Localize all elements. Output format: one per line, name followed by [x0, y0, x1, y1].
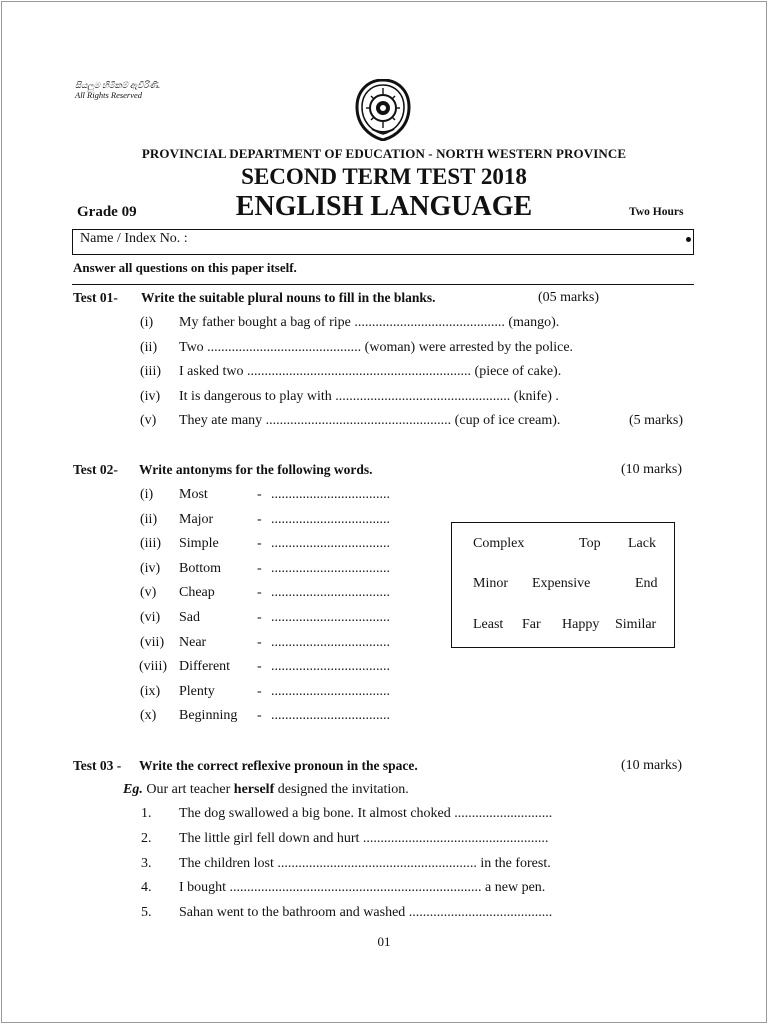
test2-item-word: Plenty	[179, 684, 215, 699]
general-instruction: Answer all questions on this paper itself.	[73, 260, 297, 275]
field-end-dot	[686, 237, 691, 242]
test2-item-dash: -	[257, 561, 262, 576]
test2-item-dash: -	[257, 487, 262, 502]
test2-item-word: Simple	[179, 536, 219, 551]
word-bank-word: Far	[522, 617, 541, 632]
test2-item-num: (ii)	[140, 512, 158, 527]
rights-notice	[75, 80, 160, 100]
example-label: Eg.	[123, 782, 143, 797]
test2-answer-blank[interactable]: ..................................	[271, 684, 390, 699]
test2-item-word: Most	[179, 487, 208, 502]
test2-item-dash: -	[257, 512, 262, 527]
test2-item-dash: -	[257, 708, 262, 723]
test2-answer-blank[interactable]: ..................................	[271, 585, 390, 600]
header-divider	[72, 284, 694, 285]
word-bank-word: Top	[579, 536, 601, 551]
word-bank-word: Expensive	[532, 576, 591, 591]
test3-example	[123, 782, 409, 798]
provincial-emblem-icon	[354, 79, 412, 141]
test2-item-word: Major	[179, 512, 214, 527]
test1-item-num: (iv)	[140, 389, 161, 404]
test3-item-num: 2.	[141, 831, 152, 846]
grade-label: Grade 09	[77, 204, 137, 220]
test3-item-text[interactable]: Sahan went to the bathroom and washed .........................................	[179, 905, 553, 920]
rights-sinhala: සියලුම හිමිකම් ඇවිරිණි.	[75, 80, 161, 90]
test2-answer-blank[interactable]: ..................................	[271, 708, 390, 723]
subject-title: ENGLISH LANGUAGE	[235, 191, 533, 222]
test1-sub-marks: (5 marks)	[629, 413, 684, 428]
test2-item-dash: -	[257, 536, 262, 551]
test1-item-num: (i)	[140, 315, 154, 330]
test2-item-num: (iv)	[140, 561, 161, 576]
test2-item-word: Sad	[179, 610, 200, 625]
test2-item-num: (viii)	[139, 659, 167, 674]
test3-item-text[interactable]: The little girl fell down and hurt .....................................................	[179, 831, 549, 846]
test3-item-text[interactable]: The dog swallowed a big bone. It almost choked ............................	[179, 806, 553, 821]
test1-item-num: (ii)	[140, 340, 158, 355]
test1-heading: Write the suitable plural nouns to fill in the blanks.	[141, 290, 436, 305]
test1-marks: (05 marks)	[538, 290, 600, 305]
test2-item-num: (x)	[140, 708, 157, 723]
test2-item-dash: -	[257, 659, 262, 674]
test2-item-dash: -	[257, 684, 262, 699]
test2-answer-blank[interactable]: ..................................	[271, 635, 390, 650]
test1-item-text[interactable]: I asked two ................................................................ (piece of cake).	[179, 364, 562, 379]
rights-english: All Rights Reserved	[75, 90, 143, 100]
test2-label: Test 02-	[73, 462, 118, 477]
word-bank-word: Happy	[562, 617, 600, 632]
duration-label: Two Hours	[629, 206, 684, 218]
word-bank-word: Minor	[473, 576, 508, 591]
test2-marks: (10 marks)	[621, 462, 683, 477]
test2-item-dash: -	[257, 610, 262, 625]
page-number: 01	[377, 934, 391, 949]
test3-item-num: 4.	[141, 880, 152, 895]
example-answer: herself	[233, 782, 275, 797]
word-bank-word: Least	[473, 617, 504, 632]
test2-answer-blank[interactable]: ..................................	[271, 536, 390, 551]
test2-item-num: (vii)	[140, 635, 165, 650]
word-bank-word: Complex	[473, 536, 525, 551]
test2-answer-blank[interactable]: ..................................	[271, 610, 390, 625]
test2-item-word: Near	[179, 635, 207, 650]
test3-item-text[interactable]: I bought ........................................................................ a new pen.	[179, 880, 546, 895]
test2-answer-blank[interactable]: ..................................	[271, 561, 390, 576]
test2-item-word: Bottom	[179, 561, 222, 576]
test2-answer-blank[interactable]: ..................................	[271, 487, 390, 502]
test2-item-word: Cheap	[179, 585, 215, 600]
test1-item-text[interactable]: It is dangerous to play with .................................................. (knife) .	[179, 389, 559, 404]
test2-answer-blank[interactable]: ..................................	[271, 512, 390, 527]
test2-item-dash: -	[257, 635, 262, 650]
word-bank-word: Similar	[615, 617, 657, 632]
test3-heading: Write the correct reflexive pronoun in the space.	[139, 758, 418, 773]
test2-heading: Write antonyms for the following words.	[139, 462, 373, 477]
name-index-label: Name / Index No. :	[80, 231, 188, 246]
word-bank-word: Lack	[628, 536, 656, 551]
test3-item-num: 1.	[141, 806, 152, 821]
test3-item-num: 5.	[141, 905, 152, 920]
test2-item-num: (iii)	[140, 536, 161, 551]
test1-item-num: (iii)	[140, 364, 161, 379]
test3-item-num: 3.	[141, 856, 152, 871]
example-text-after: designed the invitation.	[277, 782, 409, 797]
example-text-before: Our art teacher	[146, 782, 231, 797]
test1-item-text[interactable]: They ate many ..................................................... (cup of ice cream).	[179, 413, 561, 428]
department-title: PROVINCIAL DEPARTMENT OF EDUCATION - NORTH WESTERN PROVINCE	[141, 146, 627, 161]
test1-item-num: (v)	[140, 413, 157, 428]
test1-item-text[interactable]: My father bought a bag of ripe ........................................... (mango).	[179, 315, 560, 330]
test3-item-text[interactable]: The children lost ......................................................... in the forest.	[179, 856, 551, 871]
test2-item-num: (v)	[140, 585, 157, 600]
test3-marks: (10 marks)	[621, 758, 683, 773]
test2-item-num: (vi)	[140, 610, 161, 625]
word-bank-word: End	[635, 576, 658, 591]
test2-item-num: (ix)	[140, 684, 161, 699]
test2-answer-blank[interactable]: ..................................	[271, 659, 390, 674]
test3-label: Test 03 -	[73, 758, 122, 773]
test1-item-text[interactable]: Two ............................................ (woman) were arrested by the police.	[179, 340, 574, 355]
test2-item-word: Different	[179, 659, 231, 674]
test2-item-num: (i)	[140, 487, 154, 502]
test1-label: Test 01-	[73, 290, 118, 305]
test2-item-word: Beginning	[179, 708, 238, 723]
test-title: SECOND TERM TEST 2018	[241, 164, 527, 189]
test2-item-dash: -	[257, 585, 262, 600]
